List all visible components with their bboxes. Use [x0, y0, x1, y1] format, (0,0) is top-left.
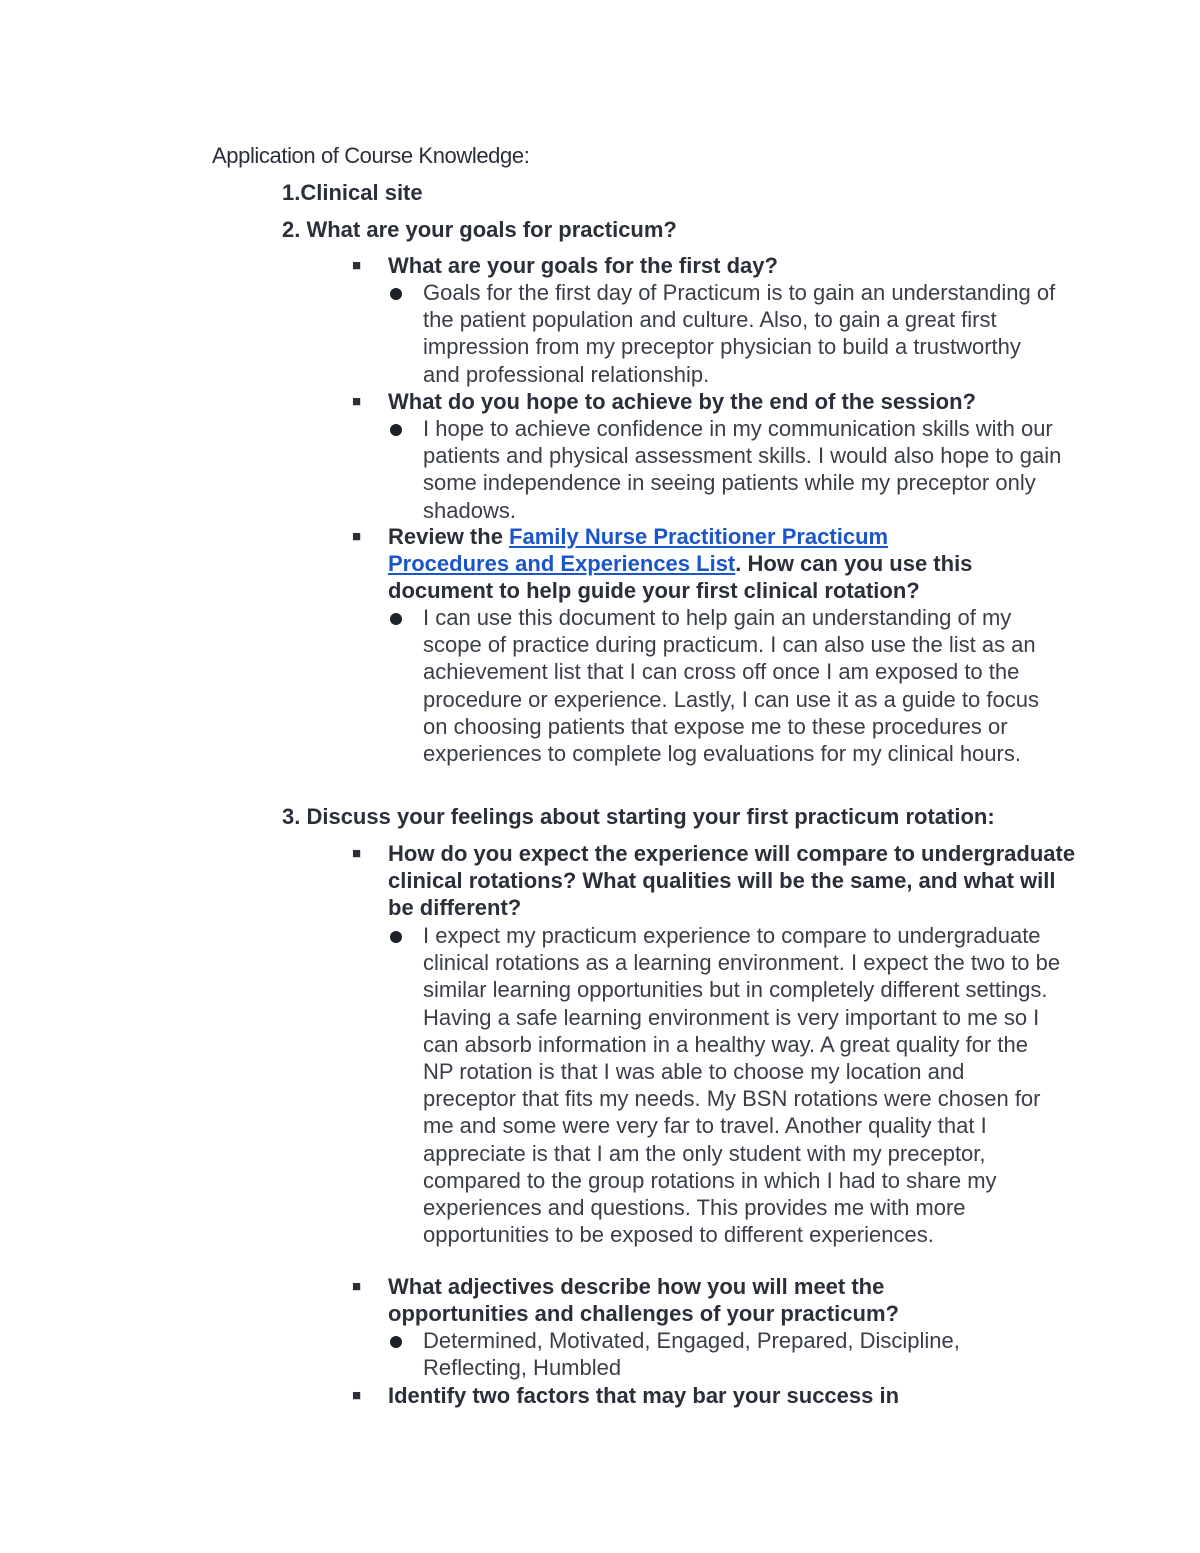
bullet-dot-icon	[390, 931, 402, 943]
square-bullet-icon: ■	[352, 1278, 362, 1295]
answer-compare-undergrad: I expect my practicum experience to compare to undergraduate clinical rotations as a learning environment. I expect the two to be similar learning opportunities but in completely different settings. Having a safe learning environment is very important to me so I can absorb information in a healthy way. A great quality for the NP rotation is that I was able to choose my location and preceptor that fits my needs. My BSN rotations were chosen for me and some were very far to travel. Another quality that I appreciate is that I am the only student with my preceptor, compared to the group rotations in which I had to share my experiences and questions. This provides me with more opportunities to be exposed to different experiences.	[423, 923, 1061, 1248]
square-bullet-icon: ■	[352, 1387, 362, 1404]
question-compare-undergrad: How do you expect the experience will compare to undergraduate clinical rotations? What qualities will be the same, and what will be different?	[388, 841, 1076, 921]
answer-first-day: Goals for the first day of Practicum is to gain an understanding of the patient population and culture. Also, to gain a great first impression from my preceptor physician to build a trustworthy and professional relationship.	[423, 280, 1056, 387]
square-bullet-icon: ■	[352, 393, 362, 410]
answer-end-session: I hope to achieve confidence in my communication skills with our patients and physical assessment skills. I would also hope to gain some independence in seeing patients while my preceptor only shadows.	[423, 416, 1062, 523]
question-review-prefix: Review the	[388, 524, 510, 549]
answer-review-document: I can use this document to help gain an understanding of my scope of practice during practicum. I can also use the list as an achievement list that I can cross off once I am exposed to the procedure or experience. Lastly, I can use it as a guide to focus on choosing patients that expose me to these procedures or experiences to complete log evaluations for my clinical hours.	[423, 605, 1039, 767]
bullet-dot-icon	[390, 288, 402, 300]
item-goals-practicum: 2. What are your goals for practicum?	[282, 217, 677, 242]
bullet-dot-icon	[390, 1336, 402, 1348]
fnp-procedures-list-link[interactable]: Family Nurse Practitioner Practicum Procedures and Experiences List	[388, 524, 889, 577]
item-clinical-site: 1.Clinical site	[282, 180, 423, 205]
item-feelings-rotation: 3. Discuss your feelings about starting your first practicum rotation:	[282, 804, 995, 829]
question-end-session: What do you hope to achieve by the end of the session?	[388, 389, 976, 414]
question-factors: Identify two factors that may bar your success in	[388, 1383, 900, 1408]
square-bullet-icon: ■	[352, 257, 362, 274]
question-adjectives: What adjectives describe how you will meet the opportunities and challenges of your practicum?	[388, 1274, 899, 1327]
question-review-document	[388, 523, 1028, 605]
bullet-dot-icon	[390, 424, 402, 436]
answer-adjectives: Determined, Motivated, Engaged, Prepared, Discipline, Reflecting, Humbled	[423, 1328, 960, 1381]
page-heading: Application of Course Knowledge:	[212, 143, 530, 168]
question-review-suffix: . How can you use this document to help guide your first clinical rotation?	[388, 551, 973, 604]
question-first-day: What are your goals for the first day?	[388, 253, 778, 278]
square-bullet-icon: ■	[352, 528, 362, 545]
square-bullet-icon: ■	[352, 845, 362, 862]
bullet-dot-icon	[390, 613, 402, 625]
